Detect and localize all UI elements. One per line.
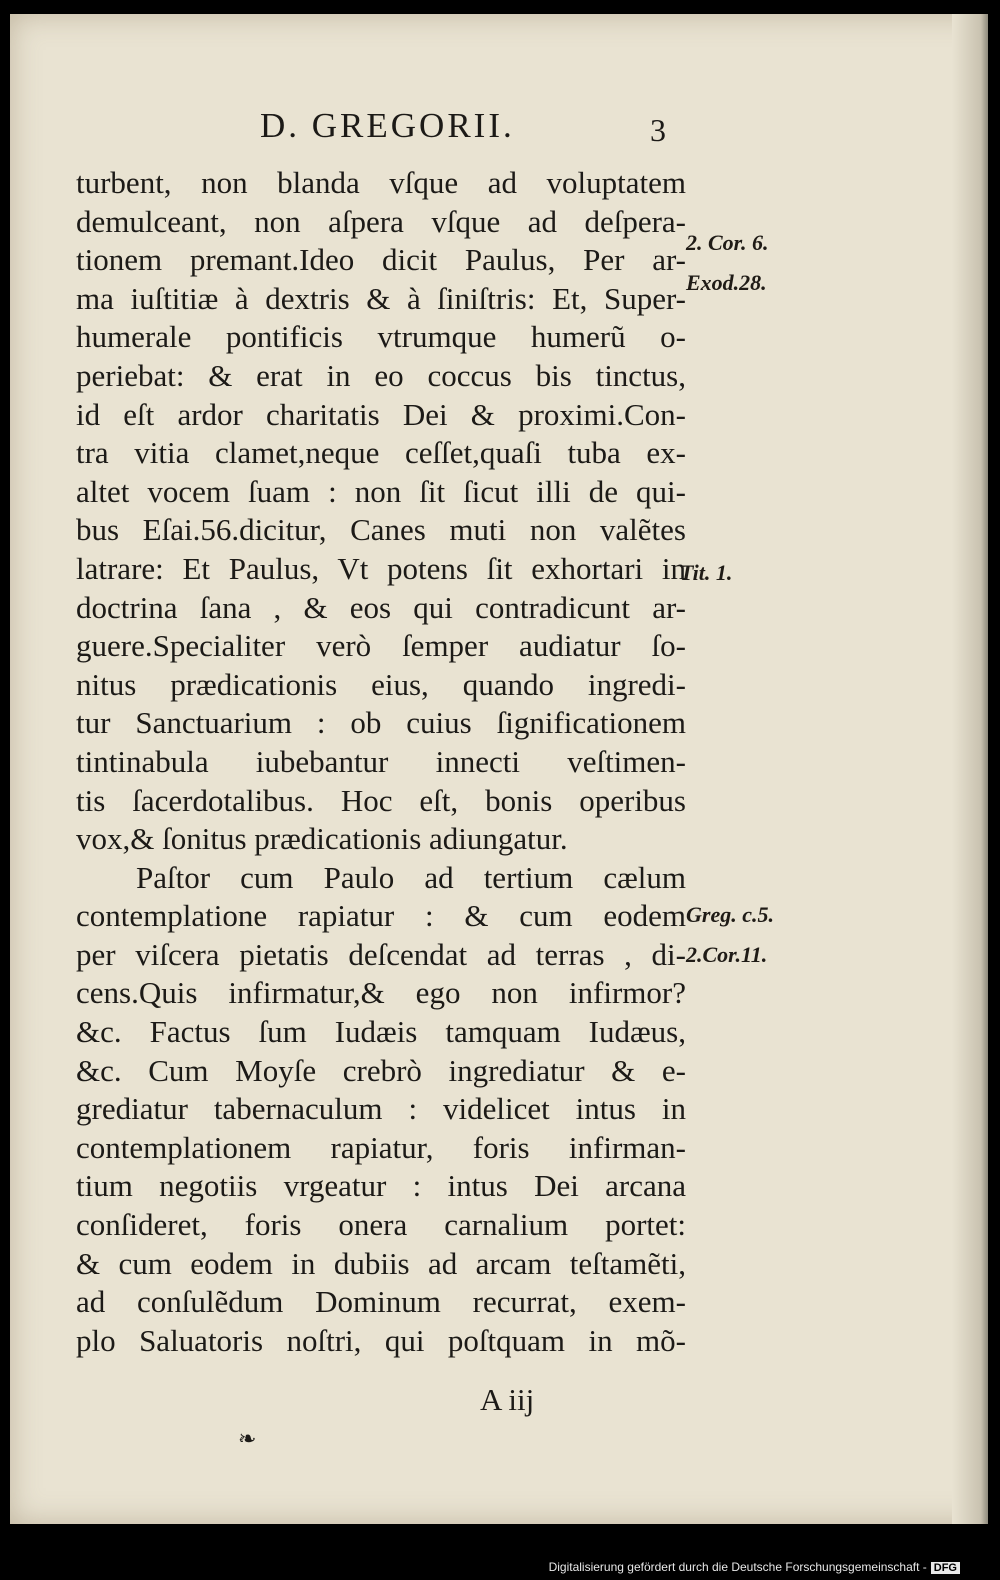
- marginal-note: Tit. 1.: [680, 560, 733, 585]
- text-line: latrare: Et Paulus, Vt potens ſit exhortari in: [76, 550, 686, 586]
- text-line: turbent, non blanda vſque ad voluptatem: [76, 165, 686, 200]
- text-line: doctrina ſana , & eos qui contradicunt ar-: [76, 589, 686, 625]
- text-line: id eſt ardor charitatis Dei & proximi.Con-: [76, 396, 686, 432]
- text-line: cens.Quis infirmatur,& ego non infirmor?: [76, 975, 686, 1011]
- text-line: per viſcera pietatis deſcendat ad terras , di-: [76, 936, 686, 972]
- marginal-note: 2.Cor.11.: [686, 942, 768, 967]
- text-line: &c. Cum Moyſe crebrò ingrediatur & e-: [76, 1052, 686, 1088]
- text-line: &c. Factus ſum Iudæis tamquam Iudæus,: [76, 1014, 686, 1050]
- body-text: [76, 164, 686, 1360]
- page-gutter-shadow: [952, 14, 988, 1524]
- text-line: grediatur tabernaculum : videlicet intus in: [76, 1091, 686, 1127]
- ornament-icon: ❧: [238, 1426, 257, 1451]
- text-line: humerale pontificis vtrumque humerũ o-: [76, 319, 686, 355]
- text-line: tintinabula iubebantur innecti veſtimen-: [76, 743, 686, 779]
- text-line: altet vocem ſuam : non ſit ſicut illi de qui-: [76, 473, 686, 509]
- text-line: tra vitia clamet,neque ceſſet,quaſi tuba ex-: [76, 435, 686, 471]
- running-head: D. GREGORII.: [260, 106, 515, 145]
- text-line: periebat: & erat in eo coccus bis tinctus,: [76, 357, 686, 393]
- text-line: contemplationem rapiatur, foris infirman-: [76, 1129, 686, 1165]
- text-line: ad conſulẽdum Dominum recurrat, exem-: [76, 1284, 686, 1320]
- text-line: bus Eſai.56.dicitur, Canes muti non valẽtes: [76, 512, 686, 548]
- marginal-note: Greg. c.5.: [686, 902, 774, 927]
- marginal-note: 2. Cor. 6.: [686, 230, 769, 255]
- text-line: tur Sanctuarium : ob cuius ſignificationem: [76, 705, 686, 741]
- text-line: tis ſacerdotalibus. Hoc eſt, bonis operibus: [76, 782, 686, 818]
- text-line: conſideret, foris onera carnalium portet:: [76, 1207, 686, 1243]
- text-line: & cum eodem in dubiis ad arcam teſtamẽti,: [76, 1245, 686, 1281]
- book-page: [10, 14, 988, 1524]
- text-line: tionem premant.Ideo dicit Paulus, Per ar-: [76, 242, 686, 278]
- text-line: tium negotiis vrgeatur : intus Dei arcana: [76, 1168, 686, 1204]
- digitization-credit: [549, 1560, 960, 1574]
- text-line: Paſtor cum Paulo ad tertium cælum: [136, 859, 686, 895]
- text-line: vox,& ſonitus prædicationis adiungatur.: [76, 821, 568, 857]
- text-line: guere.Specialiter verò ſemper audiatur ſo-: [76, 628, 686, 664]
- text-line: demulceant, non aſpera vſque ad deſpera-: [76, 203, 686, 239]
- text-line: ma iuſtitiæ à dextris & à ſiniſtris: Et, Super-: [76, 280, 686, 316]
- text-line: contemplatione rapiatur : & cum eodem: [76, 898, 686, 934]
- credit-text: Digitalisierung gefördert durch die Deutsche Forschungsgemeinschaft -: [548, 1560, 927, 1574]
- text-line: nitus prædicationis eius, quando ingredi-: [76, 666, 686, 702]
- signature-mark: A iij: [480, 1382, 535, 1417]
- dfg-logo: DFG: [931, 1562, 960, 1574]
- marginal-note: Exod.28.: [686, 270, 767, 295]
- folio-number: 3: [650, 112, 669, 148]
- page-header: [260, 100, 680, 150]
- text-line: plo Saluatoris noſtri, qui poſtquam in mõ-: [76, 1322, 686, 1358]
